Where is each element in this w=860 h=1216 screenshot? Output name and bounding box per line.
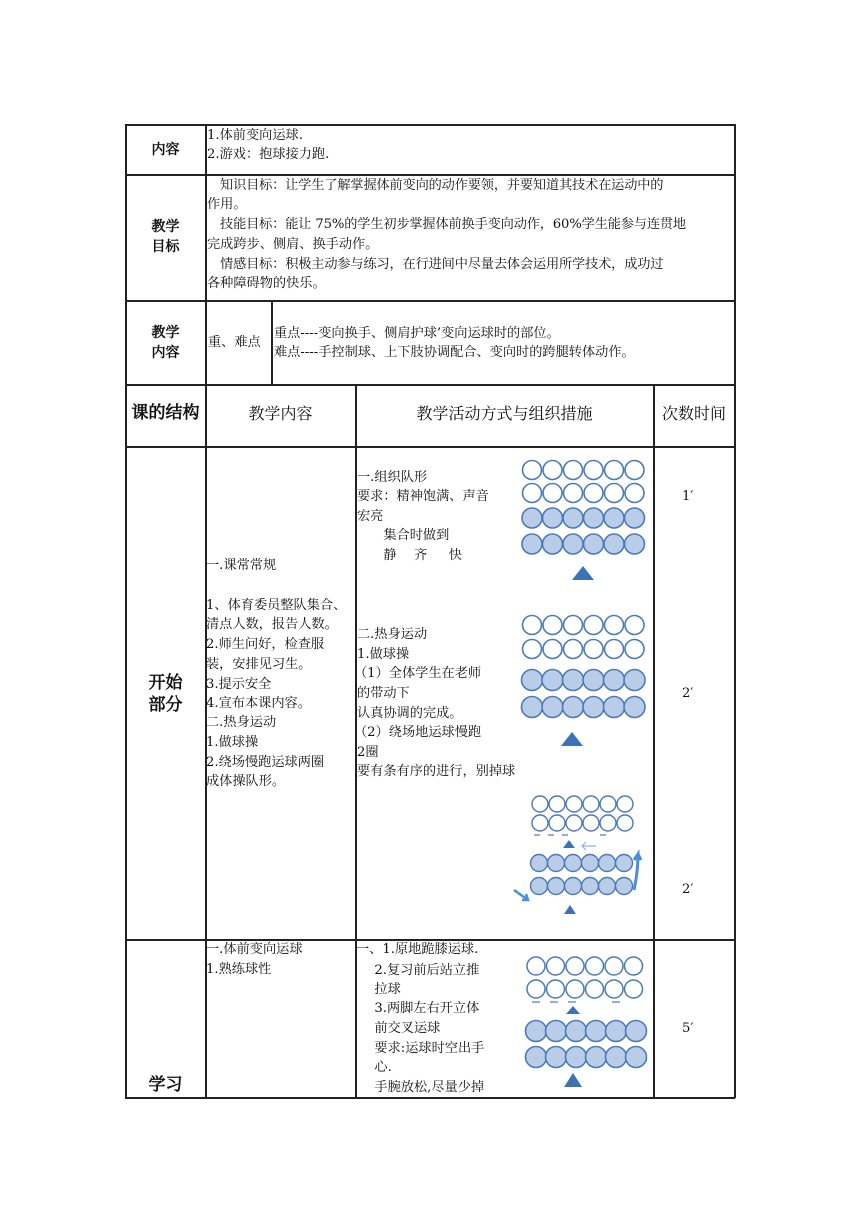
- activity-line: 要求:运球时空出手: [357, 1041, 485, 1056]
- filled-circles-row: [531, 878, 633, 895]
- goals-line: 知识目标：让学生了解掌握体前变向的动作要领，并要知道其技术在运动中的: [207, 178, 664, 193]
- start-content-line: 2.绕场慢跑运球两圈: [206, 755, 325, 770]
- goals-line: 技能目标：能让 75%的学生初步掌握体前换手变向动作，60%学生能参与连贯地: [207, 217, 686, 232]
- goals-label: [126, 217, 205, 257]
- key-sub-label: 重、难点: [208, 335, 261, 350]
- start-label-line-1: 开始: [148, 673, 183, 693]
- goals-line: 作用。: [207, 197, 247, 212]
- teacher-triangle-icon: [572, 566, 594, 580]
- filled-circles-row: [522, 534, 645, 554]
- start-section-label: [126, 672, 205, 716]
- start-label-line-2: 部分: [148, 695, 183, 715]
- down-arrow-icon: [514, 890, 528, 900]
- start-content-line: 成体操队形。: [206, 774, 286, 789]
- teacher-triangle-icon: [563, 840, 575, 848]
- key-line: 重点----变向换手、侧肩护球’变向运球时的部位。: [274, 326, 560, 341]
- key-label: [126, 323, 205, 363]
- activity-line: 心.: [357, 1060, 392, 1075]
- activity-line: 的带动下: [357, 686, 410, 701]
- learn-content-line: 一.体前变向运球: [206, 942, 303, 957]
- formation-diagram-4: [522, 952, 652, 1092]
- activity-line: （1）全体学生在老师: [354, 666, 482, 681]
- activity-line: 一.组织队形: [357, 470, 428, 485]
- start-content-line: 一.课常常规: [206, 558, 277, 573]
- header-time: 次数时间: [661, 404, 726, 423]
- start-content-line: 装，安排见习生。: [206, 657, 312, 672]
- start-content-line: 二.热身运动: [206, 715, 277, 730]
- filled-circles-row: [522, 697, 646, 718]
- activity-line: 要有条有序的进行，别掉球: [357, 764, 516, 779]
- open-circles-row: [523, 484, 645, 503]
- learn-time: 5′: [682, 1021, 694, 1036]
- content-label: 内容: [151, 142, 180, 158]
- start-content-line: 1、体育委员整队集合、: [206, 598, 347, 613]
- activity-line: 手腕放松,尽量少掉: [357, 1080, 485, 1095]
- activity-line: 要求：精神饱满、声音: [357, 489, 489, 504]
- activity-line: 1.做球操: [357, 647, 410, 662]
- open-circles-row: [523, 461, 645, 480]
- activity-line: 一、1.原地跪膝运球.: [356, 942, 479, 957]
- formation-diagram-3: [510, 790, 650, 920]
- activity-line: 前交叉运球: [357, 1021, 441, 1036]
- activity-line: 认真协调的完成。: [357, 706, 463, 721]
- filled-circles-row: [526, 1021, 647, 1042]
- start-content-line: 清点人数，报告人数。: [206, 617, 338, 632]
- activity-line: 2圈: [357, 745, 379, 760]
- start-time-3: 2′: [682, 882, 694, 897]
- activity-line: 宏亮: [357, 509, 384, 524]
- start-time-2: 2′: [682, 686, 694, 701]
- activity-line: （2）绕场地运球慢跑: [354, 725, 482, 740]
- start-content-line: 4.宣布本课内容。: [206, 696, 311, 711]
- teacher-triangle-icon: [564, 1073, 582, 1087]
- key-line: 难点----手控制球、上下肢协调配合、变向时的跨腿转体动作。: [274, 345, 635, 360]
- activity-line: 静 齐 快: [357, 548, 462, 563]
- teacher-triangle-icon: [566, 1006, 580, 1014]
- header-activity: 教学活动方式与组织措施: [416, 404, 593, 423]
- formation-diagram-1: [520, 456, 650, 586]
- filled-circles-row: [526, 1047, 647, 1068]
- learn-section-label: 学习: [148, 1075, 183, 1095]
- goals-label-line-2: 目标: [151, 239, 180, 255]
- filled-circles-row: [531, 855, 633, 872]
- key-label-line-2: 内容: [151, 345, 180, 361]
- up-arrow-icon: [634, 854, 641, 890]
- start-content-line: 3.提示安全: [206, 677, 272, 692]
- activity-line: 拉球: [357, 982, 401, 997]
- start-content-line: 1.做球操: [206, 735, 259, 750]
- teacher-triangle-icon: [561, 732, 583, 746]
- start-content-line: 2.师生问好，检查服: [206, 637, 325, 652]
- open-circles-row: [523, 640, 645, 659]
- goals-line: 各种障碍物的快乐。: [207, 276, 326, 291]
- key-label-line-1: 教学: [151, 325, 180, 341]
- goals-line: 完成跨步、侧肩、换手动作。: [207, 237, 379, 252]
- open-circles-row: [527, 980, 643, 998]
- activity-line: 3.两脚左右开立体: [357, 1001, 480, 1016]
- activity-line: 集合时做到: [357, 528, 450, 543]
- teacher-triangle-icon: [564, 905, 576, 914]
- open-circles-row: [532, 815, 633, 831]
- activity-line: 二.热身运动: [357, 627, 428, 642]
- filled-circles-row: [522, 670, 646, 691]
- learn-content-line: 1.熟练球性: [206, 962, 272, 977]
- header-structure: 课的结构: [131, 403, 200, 423]
- open-circles-row: [523, 616, 645, 635]
- start-time-1: 1′: [682, 489, 694, 504]
- open-circles-row: [532, 796, 633, 812]
- goals-line: 情感目标：积极主动参与练习，在行进间中尽量去体会运用所学技术，成功过: [207, 257, 664, 272]
- formation-diagram-2: [520, 612, 650, 748]
- left-arrow-icon: [582, 842, 596, 850]
- filled-circles-row: [522, 508, 645, 528]
- open-circles-row: [527, 957, 643, 975]
- activity-line: 2.复习前后站立推: [357, 963, 480, 978]
- goals-label-line-1: 教学: [151, 219, 180, 235]
- content-line: 2.游戏：抱球接力跑.: [207, 147, 330, 162]
- header-teaching-content: 教学内容: [248, 404, 313, 423]
- content-line: 1.体前变向运球.: [207, 128, 303, 143]
